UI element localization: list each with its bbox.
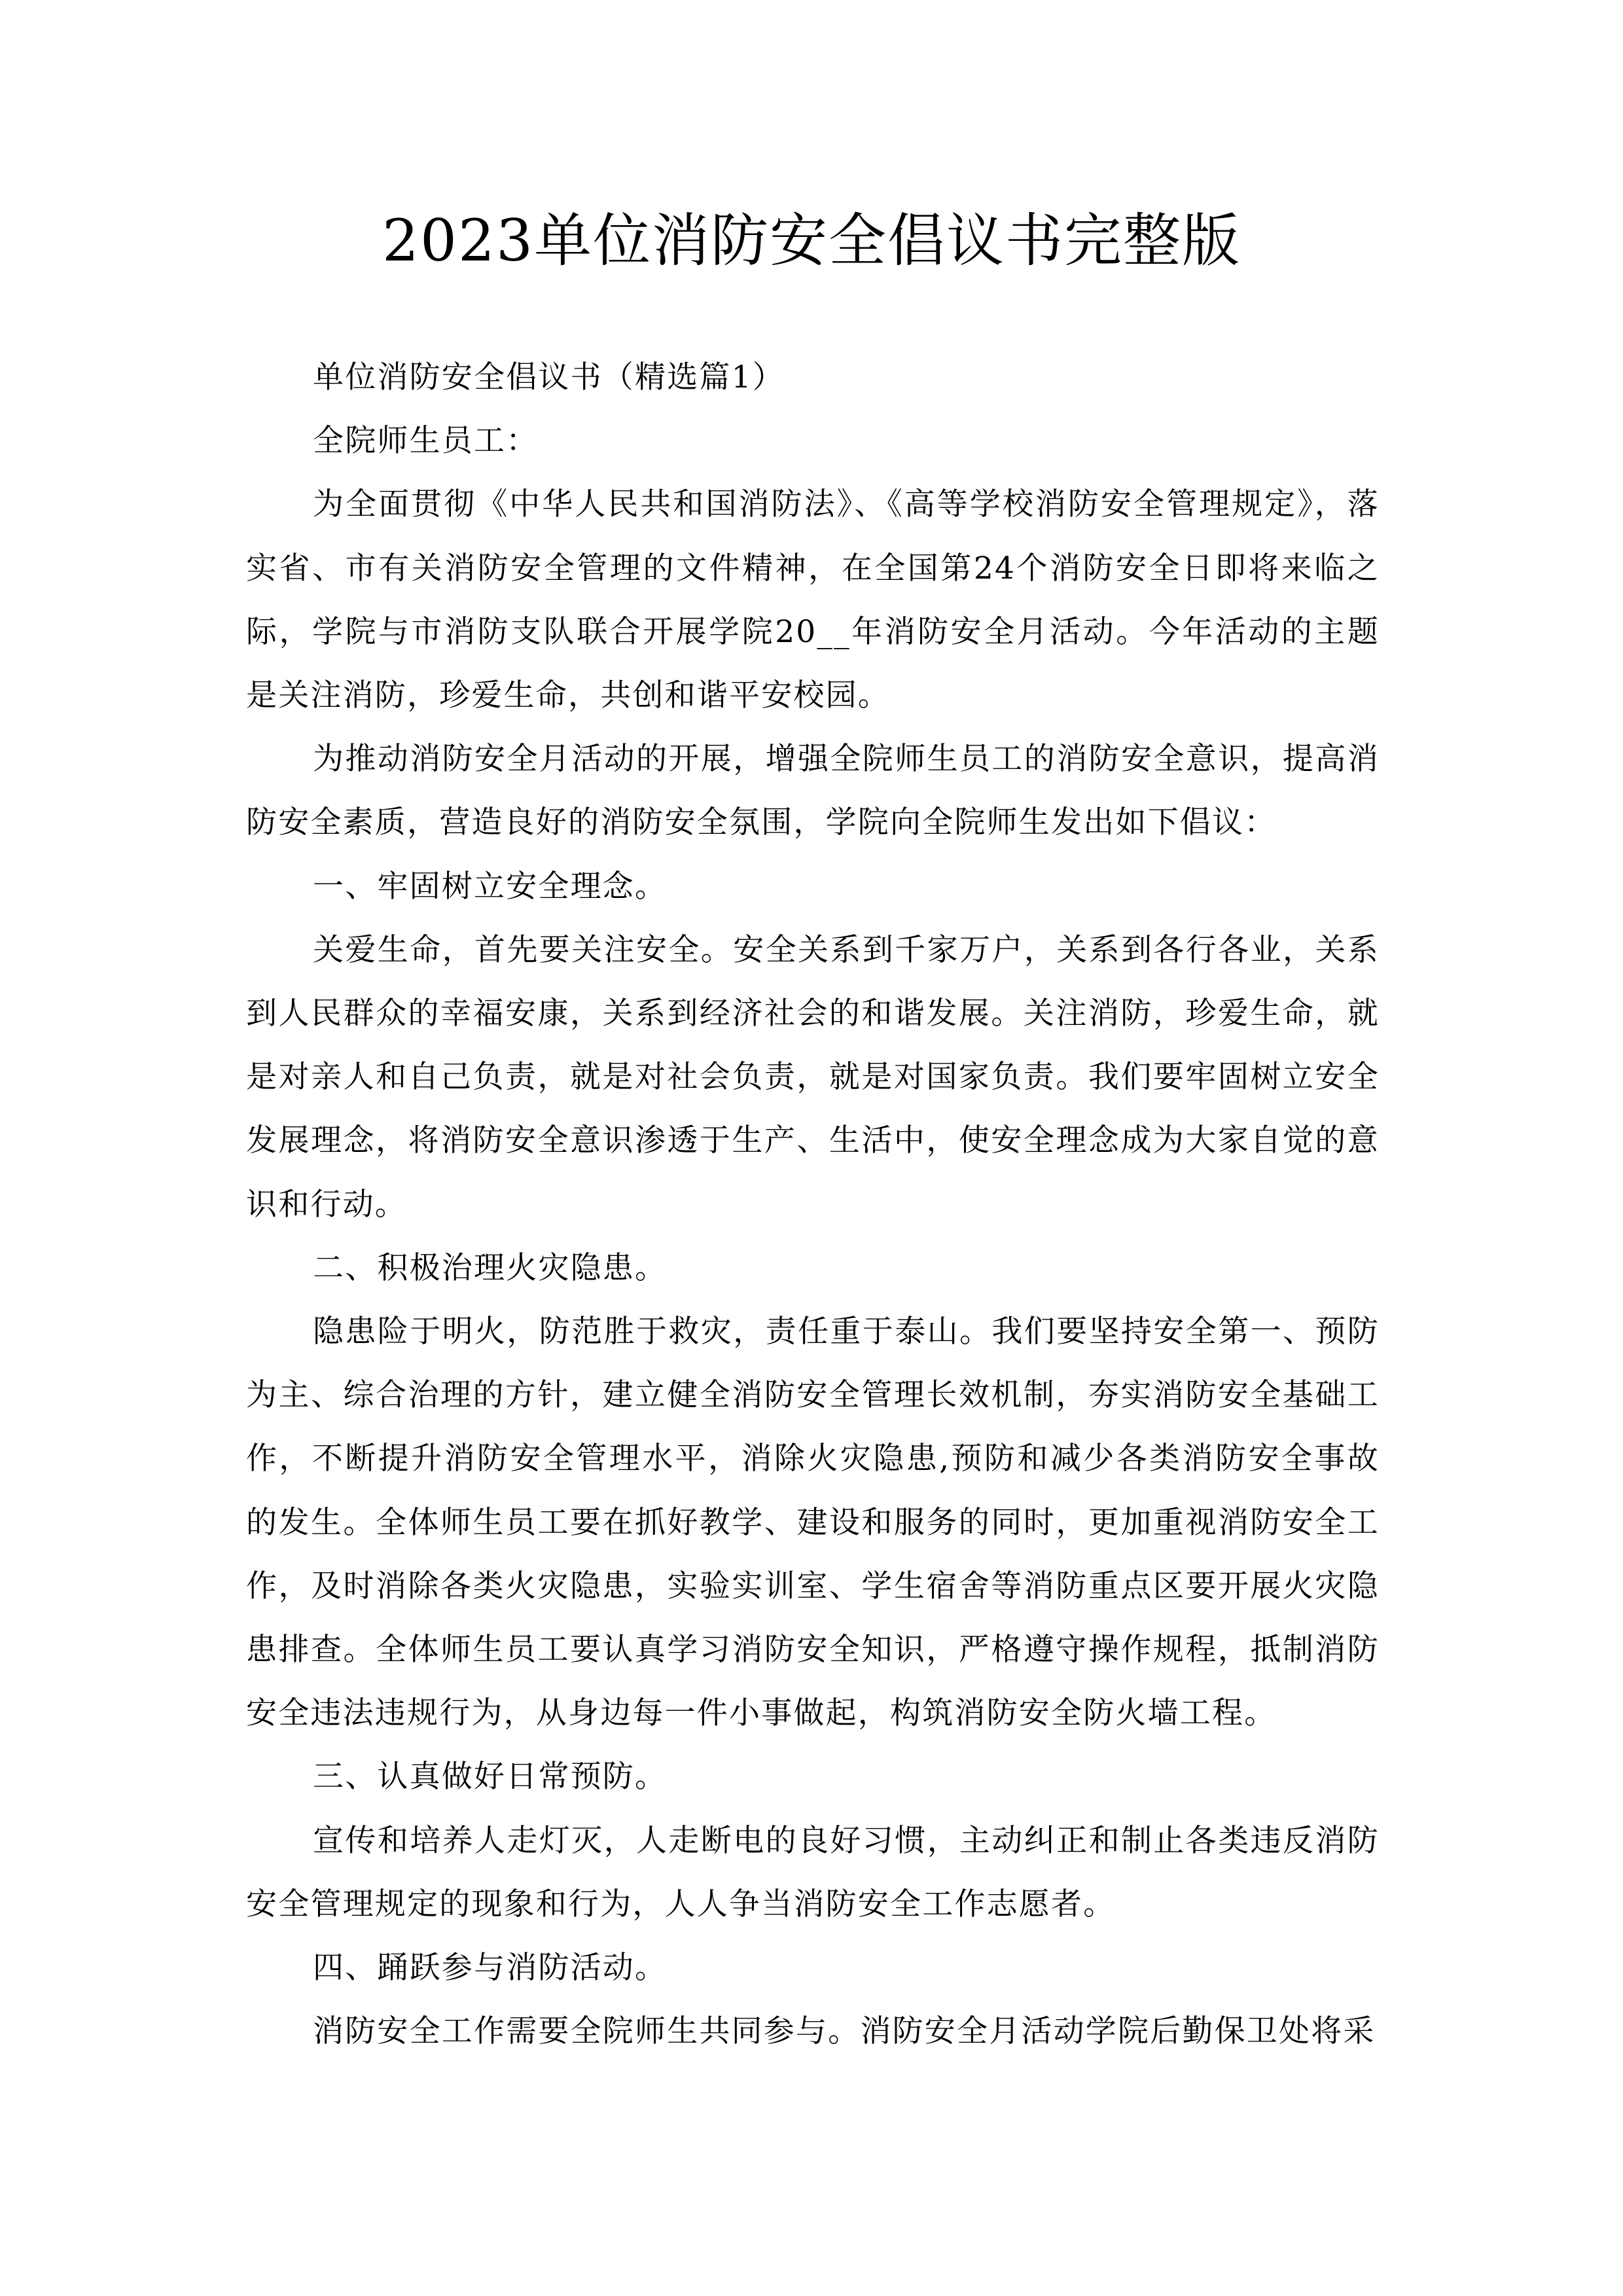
- point-2-paragraph: 隐患险于明火，防范胜于救灾，责任重于泰山。我们要坚持安全第一、预防为主、综合治理的方针，建立健全消防安全管理长效机制，夯实消防安全基础工作，不断提升消防安全管理水平，消除火灾隐患,预防和减少各类消防安全事故的发生。全体师生员工要在抓好教学、建设和服务的同时，更加重视消防安全工作，及时消除各类火灾隐患，实验实训室、学生宿舍等消防重点区要开展火灾隐患排查。全体师生员工要认真学习消防安全知识，严格遵守操作规程，抵制消防安全违法违规行为，从身边每一件小事做起，构筑消防安全防火墙工程。: [246, 1314, 1380, 1732]
- heading-point-2: 二、积极治理火灾隐患。: [313, 1249, 668, 1286]
- point-1-paragraph: 关爱生命，首先要关注安全。安全关系到千家万户，关系到各行各业，关系到人民群众的幸福安康，关系到经济社会的和谐发展。关注消防，珍爱生命，就是对亲人和自己负责，就是对社会负责，就是对国家负责。我们要牢固树立安全发展理念，将消防安全意识渗透于生产、生活中，使安全理念成为大家自觉的意识和行动。: [246, 931, 1380, 1223]
- point-3-paragraph: 宣传和培养人走灯灭，人走断电的良好习惯，主动纠正和制止各类违反消防安全管理规定的现象和行为，人人争当消防安全工作志愿者。: [246, 1822, 1380, 1922]
- salutation: 全院师生员工：: [313, 423, 539, 459]
- document-body: [246, 346, 1380, 2063]
- heading-point-1: 一、牢固树立安全理念。: [313, 868, 668, 905]
- heading-point-3: 三、认真做好日常预防。: [313, 1759, 668, 1795]
- intro-paragraph: 为全面贯彻《中华人民共和国消防法》、《高等学校消防安全管理规定》，落实省、市有关消防安全管理的文件精神，在全国第24个消防安全日即将来临之际，学院与市消防支队联合开展学院20__年消防安全月活动。今年活动的主题是关注消防，珍爱生命，共创和谐平安校园。: [246, 486, 1380, 714]
- point-4-paragraph: 消防安全工作需要全院师生共同参与。消防安全月活动学院后勤保卫处将采: [313, 2013, 1376, 2050]
- section-subtitle: 单位消防安全倡议书（精选篇1）: [313, 359, 785, 395]
- heading-point-4: 四、踊跃参与消防活动。: [313, 1950, 668, 1986]
- document-title: 2023单位消防安全倡议书完整版: [382, 207, 1241, 274]
- purpose-paragraph: 为推动消防安全月活动的开展，增强全院师生员工的消防安全意识，提高消防安全素质，营造良好的消防安全氛围，学院向全院师生发出如下倡议：: [246, 741, 1380, 841]
